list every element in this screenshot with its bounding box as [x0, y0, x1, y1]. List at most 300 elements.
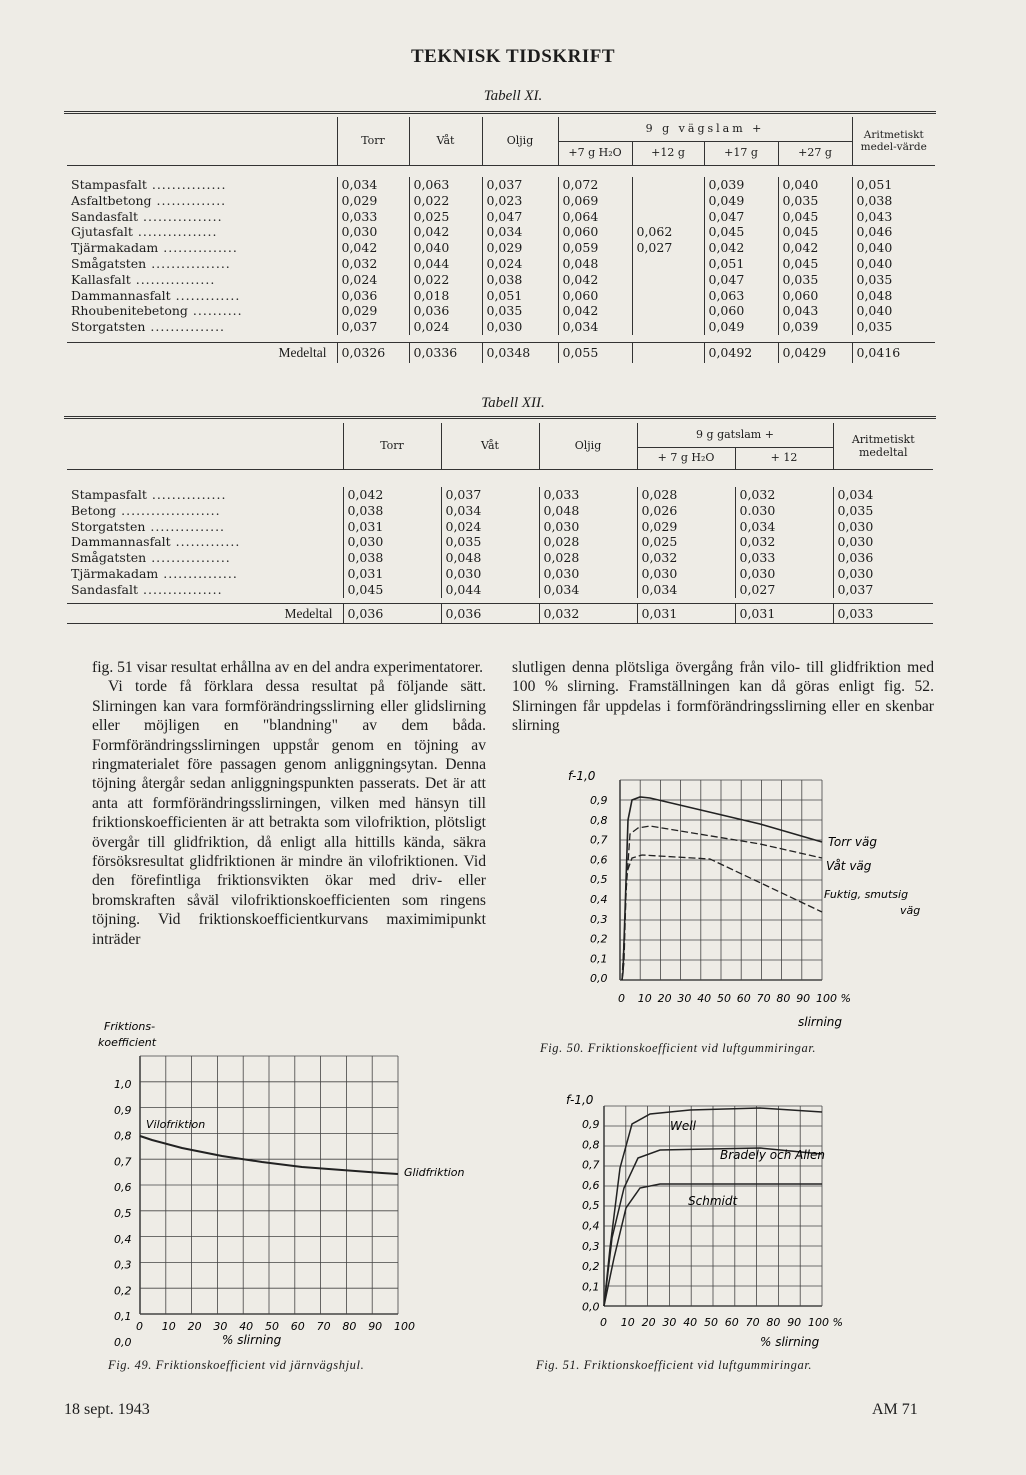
table-cell: 0,022 — [409, 272, 482, 288]
table-cell: 0,035 — [778, 272, 852, 288]
y-tick-label: 0,9 — [590, 794, 608, 807]
x-tick-label: 30 — [213, 1320, 228, 1333]
table-cell: 0,030 — [833, 566, 933, 582]
t11-mean-label: Medeltal — [278, 345, 327, 361]
fig50-xticks — [618, 992, 851, 1005]
table-row — [67, 240, 935, 256]
table-cell: 0,035 — [778, 193, 852, 209]
leader-dots: ............. — [170, 534, 241, 550]
table-cell — [632, 193, 704, 209]
table-cell: 0,031 — [343, 566, 441, 582]
table-cell: 0,033 — [735, 550, 833, 566]
table-cell — [632, 177, 704, 193]
fig49-ylabel-2: koefficient — [98, 1036, 157, 1049]
row-name-text: Sandasfalt — [71, 208, 139, 224]
table-cell: 0,047 — [482, 209, 558, 225]
fig50-caption: Fig. 50. Friktionskoefficient vid luftgummiringar. — [540, 1041, 817, 1055]
table-cell: 0,023 — [482, 193, 558, 209]
fig50-curve-vat — [622, 826, 822, 980]
row-name — [67, 503, 343, 519]
table-cell: 0,030 — [539, 566, 637, 582]
x-tick-label: 80 — [342, 1320, 357, 1333]
row-name-text: Rhoubenitebetong — [71, 303, 188, 319]
table-row — [67, 272, 935, 288]
t12-col-arit: Aritmetiskt medeltal — [833, 423, 933, 469]
table-row — [67, 503, 933, 519]
table11-top-rule — [64, 111, 936, 114]
x-tick-label: 100 % — [816, 992, 851, 1005]
table-cell: 0,030 — [337, 224, 409, 240]
table-cell: 0,060 — [558, 288, 632, 304]
t12-mean-label: Medeltal — [284, 605, 333, 621]
row-name-text: Sandasfalt — [71, 581, 139, 597]
table-cell: 0,046 — [852, 224, 935, 240]
t11-col-sub1: +7 g H₂O — [558, 141, 632, 165]
table-row — [67, 224, 935, 240]
journal-header: TEKNISK TIDSKRIFT — [410, 46, 616, 67]
table-cell: 0,030 — [735, 566, 833, 582]
table12-caption: Tabell XII. — [481, 395, 545, 411]
x-tick-label: 40 — [239, 1320, 254, 1333]
table-cell: 0,030 — [637, 566, 735, 582]
table-cell: 0,026 — [637, 503, 735, 519]
table11 — [67, 117, 935, 363]
table-cell: 0,030 — [833, 534, 933, 550]
table-cell: 0,047 — [704, 272, 778, 288]
fig50-label-fuktig-2: väg — [900, 904, 921, 917]
table-cell: 0.030 — [735, 503, 833, 519]
x-tick-label: 40 — [697, 992, 712, 1005]
row-name — [67, 319, 337, 335]
x-tick-label: 10 — [637, 992, 652, 1005]
y-tick-label: 0,3 — [590, 912, 608, 926]
row-name-text: Tjärmakadam — [71, 565, 159, 581]
table-cell: 0,060 — [558, 224, 632, 240]
table-cell: 0,045 — [778, 224, 852, 240]
fig51-xlabel: % slirning — [760, 1335, 820, 1349]
fig51-caption: Fig. 51. Friktionskoefficient vid luftgummiringar. — [536, 1358, 813, 1372]
table-cell: 0,034 — [637, 582, 735, 598]
t11-col-vat: Våt — [409, 117, 482, 165]
table-cell: 0,036 — [409, 303, 482, 319]
text-right-p1: slutligen denna plötsliga övergång från vilo- till glidfriktion med 100 % slirning. Framställningen kan då göras enligt fig. 52. Slirningen får uppdelas i formförändringsslirning eller en skenbar slirning — [512, 659, 934, 735]
table-row — [67, 519, 933, 535]
y-tick-label: 0,6 — [590, 853, 608, 867]
row-name-text: Betong — [71, 502, 117, 518]
x-tick-label: 20 — [187, 1320, 202, 1333]
fig49-ylabel-1: Friktions- — [104, 1020, 156, 1033]
table12 — [67, 423, 933, 624]
table-cell: 0,037 — [441, 487, 539, 503]
x-tick-label: 80 — [766, 1316, 781, 1329]
x-tick-label: 0 — [618, 992, 625, 1005]
y-tick-label: 0,9 — [582, 1118, 600, 1131]
table-cell: 0,033 — [337, 209, 409, 225]
t11-col-sub4: +27 g — [778, 141, 852, 165]
row-name — [67, 209, 337, 225]
table-row — [67, 582, 933, 598]
table-cell — [632, 209, 704, 225]
t12-col-sub1: + 7 g H₂O — [637, 447, 735, 469]
leader-dots: ............... — [146, 177, 227, 192]
row-name-text: Asfaltbetong — [71, 192, 152, 208]
table-cell: 0,064 — [558, 209, 632, 225]
table-cell: 0,024 — [482, 256, 558, 272]
x-tick-label: 100 — [394, 1320, 415, 1333]
table-cell: 0,034 — [833, 487, 933, 503]
t12-col-sub2: + 12 — [735, 447, 833, 469]
t11-mean-6: 0,0429 — [778, 343, 852, 363]
row-name-text: Stampasfalt — [71, 487, 147, 502]
table-cell: 0,042 — [704, 240, 778, 256]
leader-dots: .......... — [187, 303, 243, 319]
t11-mean-2: 0,0348 — [482, 343, 558, 363]
row-name-text: Storgatsten — [71, 518, 146, 534]
t11-mean-5: 0,0492 — [704, 343, 778, 363]
y-tick-label: 0,9 — [114, 1103, 132, 1117]
x-tick-label: 60 — [724, 1316, 739, 1329]
table-cell: 0,027 — [632, 240, 704, 256]
fig49-chart — [92, 1018, 492, 1348]
t11-mean-7: 0,0416 — [852, 343, 935, 363]
x-tick-label: 30 — [662, 1316, 677, 1329]
t11-col-sub2: +12 g — [632, 141, 704, 165]
leader-dots: ................ — [138, 208, 223, 224]
y-tick-label: 0,7 — [582, 1158, 600, 1172]
fig49-caption: Fig. 49. Friktionskoefficient vid järnvägshjul. — [108, 1358, 365, 1372]
table-cell: 0,033 — [539, 487, 637, 503]
table-cell: 0,051 — [852, 177, 935, 193]
table-cell: 0,029 — [482, 240, 558, 256]
t12-col-group: 9 g gatslam + — [637, 423, 833, 447]
table-cell: 0,059 — [558, 240, 632, 256]
table-cell — [632, 303, 704, 319]
table-cell: 0,024 — [337, 272, 409, 288]
table-cell: 0,040 — [778, 177, 852, 193]
table-cell: 0,022 — [409, 193, 482, 209]
row-name — [67, 487, 343, 503]
table-cell: 0,034 — [539, 582, 637, 598]
x-tick-label: 70 — [745, 1316, 760, 1329]
table-cell: 0,035 — [441, 534, 539, 550]
y-tick-label: 0,6 — [114, 1181, 132, 1195]
fig50-yticks — [590, 794, 608, 985]
table-cell: 0,029 — [337, 303, 409, 319]
row-name-text: Gjutasfalt — [71, 224, 133, 240]
leader-dots: ............... — [158, 240, 238, 256]
t11-mean-1: 0,0336 — [409, 343, 482, 363]
table-cell: 0,037 — [337, 319, 409, 335]
x-tick-label: 10 — [620, 1316, 635, 1329]
fig51-xticks — [600, 1316, 843, 1329]
row-name — [67, 288, 337, 304]
y-tick-label: 0,7 — [590, 833, 608, 847]
leader-dots: ................ — [138, 581, 223, 597]
y-tick-label: 0,3 — [582, 1239, 600, 1253]
table-cell: 0,044 — [441, 582, 539, 598]
y-tick-label: 0,1 — [582, 1280, 600, 1294]
y-tick-label: 0,8 — [114, 1129, 132, 1143]
fig49-label-glid: Glidfriktion — [404, 1166, 465, 1179]
fig51-yticks — [582, 1118, 600, 1314]
text-left-p2: Vi torde få förklara dessa resultat på följande sätt. Slirningen kan vara formförändringsslirning eller glidslirning eller möjligen en "blandning" av dem båda. Formförändringsslirningen uppstår genom en töjning av ringmaterialet före passagen genom anliggningsytan. Denna töjning återgår sedan anliggningspunkten passerats. Det är att anta att formförändringsslirningen, vilken med hänsyn till friktionskoefficienten är att betrakta som vilofriktion, plötsligt övergår till glidfriktion, då enligt alla hittills kända, säkra försöksresultat glidfriktionen är mindre än vilofriktionen. Vid den förefintliga friktionsvikten ökar med driv- eller bromskraften såväl vilofriktionskoefficienten som ringens töjning. Vid friktionskoefficientkurvans maximimipunkt inträder — [92, 678, 486, 948]
table-row — [67, 319, 935, 335]
y-tick-label: 0,8 — [590, 813, 608, 827]
table-cell: 0,036 — [833, 550, 933, 566]
row-name — [67, 224, 337, 240]
table-cell: 0,048 — [852, 288, 935, 304]
row-name — [67, 193, 337, 209]
table-cell: 0,069 — [558, 193, 632, 209]
row-name — [67, 550, 343, 566]
t12-col-torr: Torr — [343, 423, 441, 469]
row-name — [67, 303, 337, 319]
table-cell: 0,038 — [343, 503, 441, 519]
y-tick-label: 0,1 — [590, 952, 608, 966]
leader-dots: .............. — [151, 192, 227, 208]
table-cell: 0,030 — [833, 519, 933, 535]
leader-dots: ................ — [146, 255, 231, 271]
t11-col-arit: Aritmetiskt medel-värde — [852, 117, 935, 165]
row-name — [67, 272, 337, 288]
x-tick-label: 20 — [641, 1316, 656, 1329]
y-tick-label: 0,4 — [590, 893, 608, 906]
leader-dots: ............... — [158, 565, 238, 581]
x-tick-label: 60 — [736, 992, 751, 1005]
row-name-text: Stampasfalt — [71, 177, 147, 192]
row-name — [67, 582, 343, 598]
table-cell: 0,060 — [704, 303, 778, 319]
table-cell: 0,030 — [482, 319, 558, 335]
table-cell: 0,034 — [337, 177, 409, 193]
t12-mean-3: 0,031 — [637, 604, 735, 624]
leader-dots: ................ — [132, 224, 218, 240]
table-cell: 0,035 — [833, 503, 933, 519]
table-row — [67, 193, 935, 209]
table-cell: 0,049 — [704, 193, 778, 209]
fig50-label-vat: Våt väg — [826, 859, 872, 873]
x-tick-label: 0 — [136, 1320, 143, 1333]
fig49-label-vilo: Vilofriktion — [146, 1118, 206, 1131]
table-cell: 0,043 — [852, 209, 935, 225]
leader-dots: ............... — [145, 518, 226, 534]
x-tick-label: 30 — [677, 992, 692, 1005]
y-tick-label: 0,2 — [114, 1284, 132, 1298]
table-cell: 0,032 — [735, 534, 833, 550]
row-name — [67, 519, 343, 535]
table-cell: 0,045 — [778, 256, 852, 272]
y-tick-label: 0,0 — [590, 972, 608, 986]
table-cell: 0,048 — [539, 503, 637, 519]
t12-mean-2: 0,032 — [539, 604, 637, 624]
table-cell: 0,045 — [778, 209, 852, 225]
footer-page: AM 71 — [872, 1401, 918, 1418]
table-cell: 0,029 — [337, 193, 409, 209]
fig50-chart — [560, 762, 940, 1032]
table-cell: 0,063 — [409, 177, 482, 193]
table-row — [67, 566, 933, 582]
leader-dots: ............... — [145, 319, 226, 335]
fig50-curve-fuktig — [622, 855, 822, 980]
table-cell: 0,034 — [558, 319, 632, 335]
table-cell: 0,039 — [778, 319, 852, 335]
table-row — [67, 209, 935, 225]
table-cell: 0,047 — [704, 209, 778, 225]
row-name — [67, 566, 343, 582]
leader-dots: ............... — [146, 487, 227, 502]
row-name-text: Dammannasfalt — [71, 534, 171, 550]
table-cell: 0,038 — [343, 550, 441, 566]
table-cell: 0,040 — [852, 256, 935, 272]
table-row — [67, 288, 935, 304]
row-name-text: Tjärmakadam — [71, 240, 159, 256]
t12-col-oljig: Oljig — [539, 423, 637, 469]
row-name-text: Dammannasfalt — [71, 287, 171, 303]
t11-mean-0: 0,0326 — [337, 343, 409, 363]
table-cell: 0,048 — [441, 550, 539, 566]
table-cell: 0,051 — [704, 256, 778, 272]
fig51-chart — [560, 1088, 940, 1350]
t12-mean-5: 0,033 — [833, 604, 933, 624]
table-row — [67, 177, 935, 193]
y-tick-label: 0,0 — [582, 1300, 600, 1314]
table-cell: 0,062 — [632, 224, 704, 240]
fig51-label-bradely: Bradely och Allen — [720, 1148, 825, 1162]
y-tick-label: 0,7 — [114, 1155, 132, 1169]
table12-top-rule — [64, 416, 936, 419]
fig50-grid — [620, 780, 822, 980]
fig49-grid — [140, 1056, 398, 1314]
table-cell: 0,051 — [482, 288, 558, 304]
t11-col-torr: Torr — [337, 117, 409, 165]
y-tick-label: 0,4 — [582, 1219, 600, 1233]
table-cell: 0,034 — [482, 224, 558, 240]
x-tick-label: 10 — [161, 1320, 176, 1333]
fig50-label-torr: Torr väg — [828, 835, 877, 849]
table-cell: 0,038 — [482, 272, 558, 288]
x-tick-label: 70 — [316, 1320, 331, 1333]
table-cell: 0,035 — [482, 303, 558, 319]
t12-col-vat: Våt — [441, 423, 539, 469]
table-cell: 0,028 — [539, 534, 637, 550]
table-row — [67, 487, 933, 503]
t12-mean-1: 0,036 — [441, 604, 539, 624]
table-cell: 0,025 — [637, 534, 735, 550]
table-row — [67, 550, 933, 566]
table-cell: 0,037 — [482, 177, 558, 193]
row-name — [67, 256, 337, 272]
table-cell: 0,042 — [343, 487, 441, 503]
table-cell: 0,063 — [704, 288, 778, 304]
leader-dots: .................... — [116, 502, 221, 518]
table-row — [67, 256, 935, 272]
fig51-label-well: Well — [670, 1119, 696, 1133]
leader-dots: ................ — [130, 271, 216, 287]
table-cell: 0,032 — [735, 487, 833, 503]
table-cell: 0,034 — [441, 503, 539, 519]
fig50-curve-torr — [622, 797, 822, 980]
table-cell: 0,029 — [637, 519, 735, 535]
x-tick-label: 70 — [756, 992, 771, 1005]
table-cell: 0,036 — [337, 288, 409, 304]
t11-col-sub3: +17 g — [704, 141, 778, 165]
row-name-text: Smågatsten — [71, 550, 147, 566]
table-cell: 0,035 — [852, 272, 935, 288]
table-cell: 0,032 — [337, 256, 409, 272]
table-cell: 0,040 — [852, 240, 935, 256]
fig50-label-fuktig-1: Fuktig, smutsig — [824, 888, 909, 901]
x-tick-label: 20 — [657, 992, 672, 1005]
x-tick-label: 100 % — [808, 1316, 843, 1329]
fig49-xlabel: % slirning — [222, 1333, 282, 1347]
table11-caption: Tabell XI. — [483, 88, 543, 104]
table-cell: 0,042 — [558, 303, 632, 319]
table-cell: 0,040 — [409, 240, 482, 256]
table-cell — [632, 288, 704, 304]
table-cell: 0,042 — [558, 272, 632, 288]
x-tick-label: 90 — [787, 1316, 802, 1329]
table-cell: 0,030 — [539, 519, 637, 535]
text-right-column — [512, 658, 934, 736]
row-name — [67, 534, 343, 550]
table-cell: 0,045 — [704, 224, 778, 240]
table-cell: 0,038 — [852, 193, 935, 209]
y-tick-label: 0,5 — [114, 1207, 132, 1220]
row-name-text: Storgatsten — [71, 319, 146, 335]
footer-date: 18 sept. 1943 — [64, 1401, 150, 1418]
table-cell: 0,060 — [778, 288, 852, 304]
table-cell: 0,045 — [343, 582, 441, 598]
table-cell: 0,032 — [637, 550, 735, 566]
table-cell: 0,018 — [409, 288, 482, 304]
y-tick-label: 0,1 — [114, 1310, 132, 1324]
fig51-ylabel: f-1,0 — [566, 1093, 594, 1107]
table-cell: 0,024 — [441, 519, 539, 535]
leader-dots: ............. — [170, 287, 241, 303]
fig50-ylabel: f-1,0 — [568, 769, 596, 783]
leader-dots: ................ — [146, 550, 231, 566]
y-tick-label: 0,8 — [582, 1138, 600, 1152]
x-tick-label: 80 — [776, 992, 791, 1005]
table-cell: 0,028 — [539, 550, 637, 566]
fig49-xticks — [136, 1320, 415, 1333]
table-cell: 0,037 — [833, 582, 933, 598]
t11-mean-3: 0,055 — [558, 343, 632, 363]
table-cell — [632, 319, 704, 335]
y-tick-label: 0,5 — [582, 1199, 600, 1213]
table-cell: 0,028 — [637, 487, 735, 503]
t12-mean-0: 0,036 — [343, 604, 441, 624]
t11-mean-4 — [632, 343, 704, 363]
x-tick-label: 90 — [796, 992, 811, 1005]
text-left-p1: fig. 51 visar resultat erhållna av en del andra experimentatorer. — [92, 659, 483, 676]
fig50-xlabel: slirning — [798, 1015, 843, 1029]
y-tick-label: 0,4 — [114, 1232, 132, 1246]
table-cell: 0,030 — [441, 566, 539, 582]
table-cell — [632, 272, 704, 288]
table-cell: 0,024 — [409, 319, 482, 335]
table-cell — [632, 256, 704, 272]
y-tick-label: 0,6 — [582, 1178, 600, 1192]
table-cell: 0,030 — [343, 534, 441, 550]
table-cell: 0,042 — [337, 240, 409, 256]
table-row — [67, 534, 933, 550]
x-tick-label: 40 — [683, 1316, 698, 1329]
y-tick-label: 0,5 — [590, 873, 608, 887]
x-tick-label: 0 — [600, 1316, 607, 1329]
y-tick-label: 1,0 — [114, 1078, 132, 1091]
table-cell: 0,027 — [735, 582, 833, 598]
